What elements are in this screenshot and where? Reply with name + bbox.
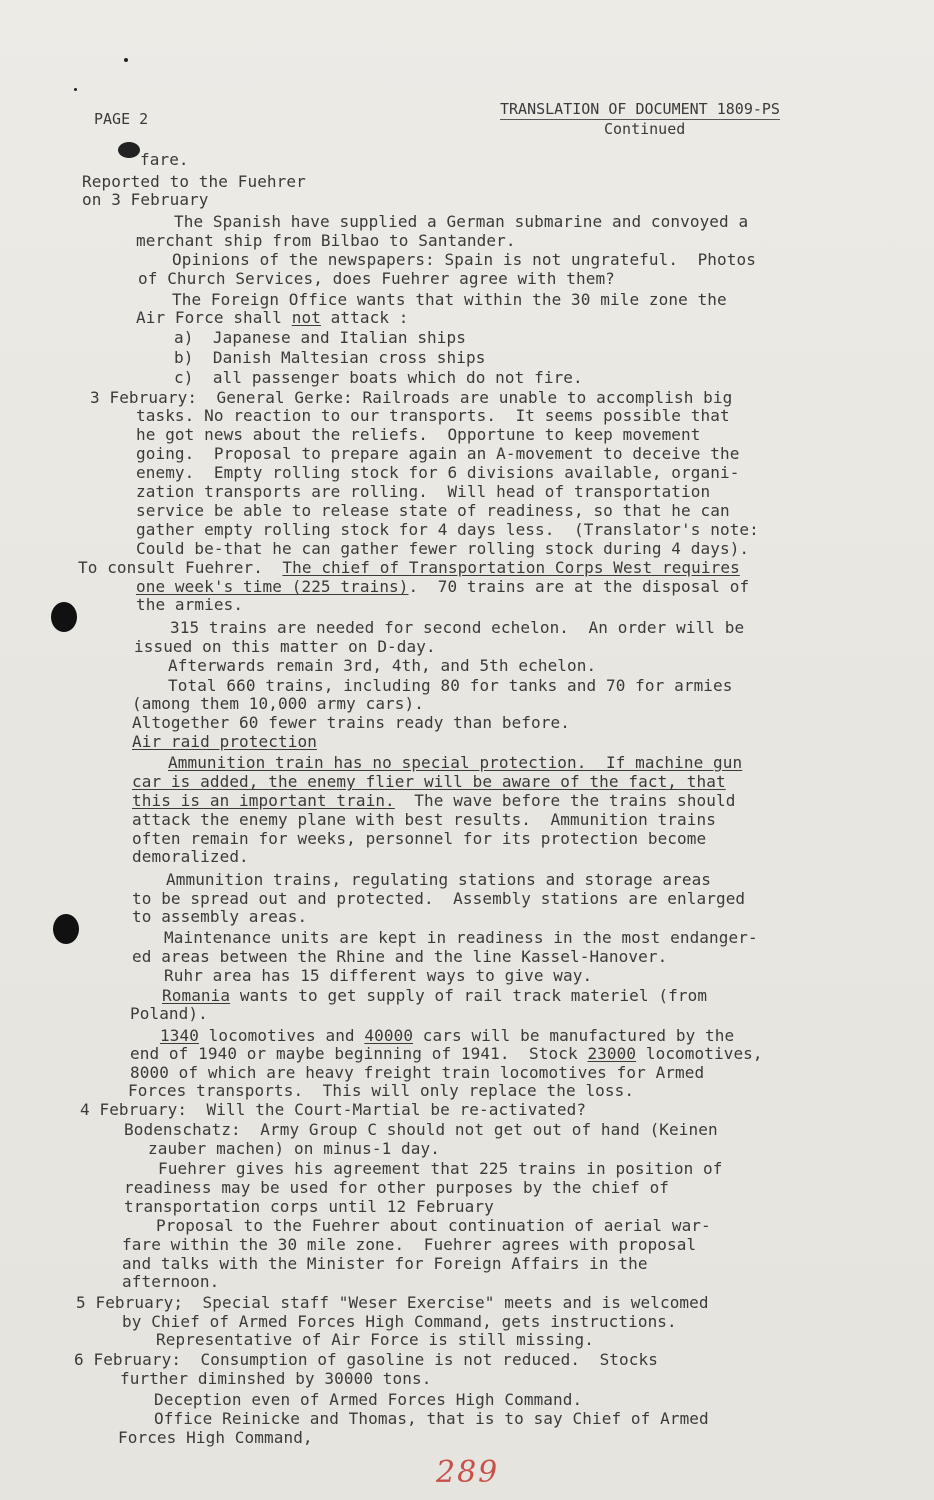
- text-line: Representative of Air Force is still missing.: [156, 1330, 594, 1349]
- text-line: issued on this matter on D-day.: [134, 637, 436, 656]
- text-line: on 3 February: [82, 190, 209, 209]
- text-line: 315 trains are needed for second echelon. An order will be: [170, 618, 745, 637]
- text-line: Forces High Command,: [118, 1428, 313, 1447]
- text-line: Afterwards remain 3rd, 4th, and 5th echelon.: [168, 656, 597, 675]
- text-line: going. Proposal to prepare again an A-movement to deceive the: [136, 444, 740, 463]
- text-line: 3 February: General Gerke: Railroads are unable to accomplish big: [90, 388, 733, 407]
- text-line: Ammunition train has no special protection. If machine gun: [168, 753, 743, 772]
- text-line: further diminshed by 30000 tons.: [120, 1369, 432, 1388]
- text-line: to assembly areas.: [132, 907, 308, 926]
- underlined-text: this is an important train.: [132, 791, 395, 810]
- text-line: Ruhr area has 15 different ways to give way.: [164, 966, 593, 985]
- underlined-text: The chief of Transportation Corps West requires: [282, 558, 740, 577]
- text-line: by Chief of Armed Forces High Command, gets instructions.: [122, 1312, 677, 1331]
- document-title: [500, 100, 880, 138]
- text-line: car is added, the enemy flier will be aware of the fact, that: [132, 772, 726, 791]
- text-line: (among them 10,000 army cars).: [132, 694, 424, 713]
- underlined-text: one week's time (225 trains): [136, 577, 409, 596]
- text-line: Altogether 60 fewer trains ready than before.: [132, 713, 570, 732]
- text-line: zauber machen) on minus-1 day.: [148, 1139, 440, 1158]
- text-line: Office Reinicke and Thomas, that is to say Chief of Armed: [154, 1409, 709, 1428]
- text-segment: Air Force shall: [136, 308, 292, 327]
- text-line: [162, 986, 707, 1005]
- text-line: 4 February: Will the Court-Martial be re-activated?: [80, 1100, 587, 1119]
- text-segment: locomotives and: [198, 1026, 365, 1045]
- text-line: Ammunition trains, regulating stations and storage areas: [166, 870, 712, 889]
- ink-speck: [74, 88, 77, 91]
- text-line: often remain for weeks, personnel for its protection become: [132, 829, 707, 848]
- text-line: Poland).: [130, 1004, 208, 1023]
- ink-blot: [118, 142, 140, 158]
- text-line: tasks. No reaction to our transports. It seems possible that: [136, 406, 730, 425]
- text-line: demoralized.: [132, 847, 249, 866]
- text-line: Proposal to the Fuehrer about continuation of aerial war-: [156, 1216, 711, 1235]
- text-line: to be spread out and protected. Assembly stations are enlarged: [132, 889, 746, 908]
- text-line: Forces transports. This will only replace the loss.: [128, 1081, 635, 1100]
- text-line: [160, 1026, 734, 1045]
- text-line: Deception even of Armed Forces High Command.: [154, 1390, 583, 1409]
- underlined-number: 40000: [364, 1026, 414, 1045]
- underlined-text: Romania: [162, 986, 231, 1005]
- text-line: fare within the 30 mile zone. Fuehrer agrees with proposal: [122, 1235, 697, 1254]
- text-line: gather empty rolling stock for 4 days less. (Translator's note:: [136, 520, 759, 539]
- underlined-number: 23000: [587, 1044, 637, 1063]
- text-line: fare.: [140, 150, 189, 169]
- text-segment: To consult Fuehrer.: [78, 558, 283, 577]
- text-line: readiness may be used for other purposes by the chief of: [124, 1178, 670, 1197]
- text-line: ed areas between the Rhine and the line Kassel-Hanover.: [132, 947, 668, 966]
- text-line: [136, 308, 409, 327]
- text-line: service be able to release state of readiness, so that he can: [136, 501, 730, 520]
- text-line: of Church Services, does Fuehrer agree with them?: [138, 269, 615, 288]
- text-line: transportation corps until 12 February: [124, 1197, 494, 1216]
- text-line: attack the enemy plane with best results. Ammunition trains: [132, 810, 716, 829]
- text-segment: cars will be manufactured by the: [413, 1026, 735, 1045]
- text-line: 8000 of which are heavy freight train locomotives for Armed: [130, 1063, 705, 1082]
- text-line: and talks with the Minister for Foreign Affairs in the: [122, 1254, 648, 1273]
- text-segment: . 70 trains are at the disposal of: [408, 577, 750, 596]
- text-line: a) Japanese and Italian ships: [174, 328, 466, 347]
- punch-hole: [51, 602, 77, 632]
- text-segment: wants to get supply of rail track materiel (from: [230, 986, 708, 1005]
- text-line: Total 660 trains, including 80 for tanks and 70 for armies: [168, 676, 733, 695]
- text-line: Could be-that he can gather fewer rolling stock during 4 days).: [136, 539, 750, 558]
- text-line: b) Danish Maltesian cross ships: [174, 348, 486, 367]
- text-line: [136, 577, 749, 596]
- page-label: PAGE 2: [94, 110, 149, 128]
- text-line: 5 February; Special staff "Weser Exercise" meets and is welcomed: [76, 1293, 709, 1312]
- text-line: merchant ship from Bilbao to Santander.: [136, 231, 516, 250]
- handwritten-page-number: 289: [436, 1455, 500, 1490]
- text-line: the armies.: [136, 595, 244, 614]
- text-line: Opinions of the newspapers: Spain is not ungrateful. Photos: [172, 250, 756, 269]
- text-line: The Spanish have supplied a German submarine and convoyed a: [174, 212, 749, 231]
- title-line-1: TRANSLATION OF DOCUMENT 1809-PS: [500, 100, 780, 118]
- text-line: he got news about the reliefs. Opportune to keep movement: [136, 425, 701, 444]
- text-line: Maintenance units are kept in readiness in the most endanger-: [164, 928, 758, 947]
- text-line: zation transports are rolling. Will head of transportation: [136, 482, 711, 501]
- text-segment: end of 1940 or maybe beginning of 1941. Stock: [130, 1044, 588, 1063]
- text-line: Bodenschatz: Army Group C should not get out of hand (Keinen: [124, 1120, 718, 1139]
- text-line: [130, 1044, 763, 1063]
- text-line: The Foreign Office wants that within the 30 mile zone the: [172, 290, 727, 309]
- text-segment: The wave before the trains should: [394, 791, 736, 810]
- text-line: 6 February: Consumption of gasoline is not reduced. Stocks: [74, 1350, 658, 1369]
- text-line: [78, 558, 740, 577]
- text-segment: attack :: [320, 308, 409, 327]
- text-line: Reported to the Fuehrer: [82, 172, 306, 191]
- text-line: afternoon.: [122, 1272, 220, 1291]
- ink-speck: [124, 58, 128, 62]
- underlined-number: 1340: [160, 1026, 199, 1045]
- text-line: [132, 791, 735, 810]
- title-line-2: Continued: [604, 120, 686, 138]
- underlined-text: not: [291, 308, 321, 327]
- text-line: c) all passenger boats which do not fire.: [174, 368, 583, 387]
- punch-hole: [53, 914, 79, 944]
- text-line: enemy. Empty rolling stock for 6 divisions available, organi-: [136, 463, 740, 482]
- text-segment: locomotives,: [636, 1044, 763, 1063]
- text-line: Fuehrer gives his agreement that 225 trains in position of: [158, 1159, 723, 1178]
- section-heading: Air raid protection: [132, 732, 317, 751]
